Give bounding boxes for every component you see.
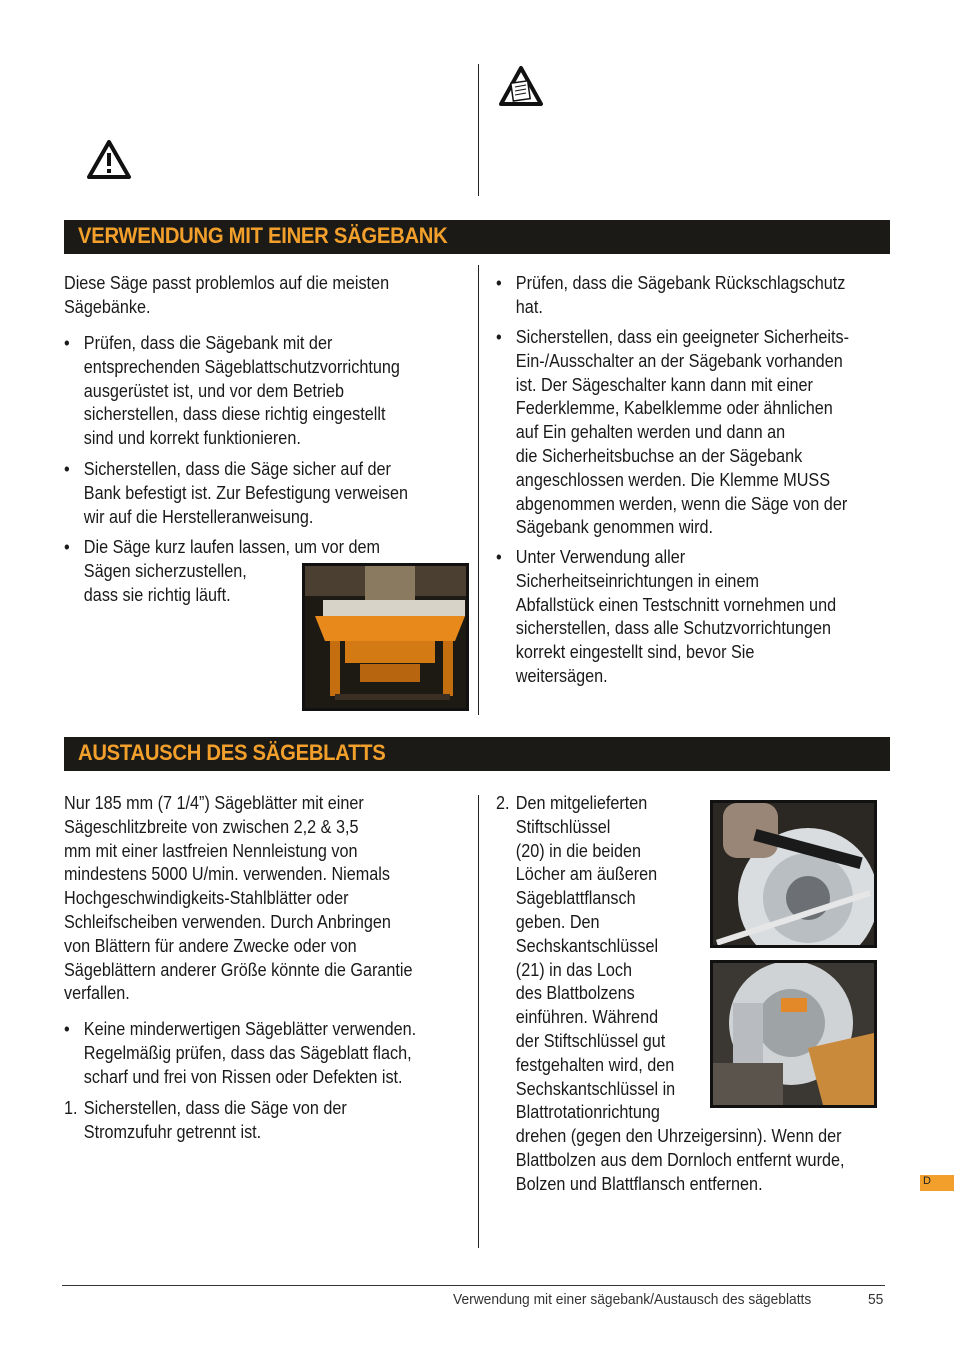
step-1: 1. Sicherstellen, dass die Säge von der Stromzufuhr getrennt ist. — [64, 1098, 347, 1142]
column-divider-section1 — [478, 265, 479, 715]
column-divider-section2 — [478, 795, 479, 1248]
footer-title: Verwendung mit einer sägebank/Austausch des sägeblatts — [453, 1291, 812, 1308]
warning-triangle-icon — [86, 139, 132, 180]
step-2: 2. Den mitgelieferten Stiftschlüssel (20) in die beiden Löcher am äußeren Sägeblattflansch geben. Den Sechskantschlüssel (21) in das Loch des Blattbolzens einführen. Während der Stiftschlüssel gut festgehalten wird, den Sechskantschlüssel in Blattrotationrichtung drehen (gegen den Uhrzeigersinn). Wenn der Blattbolzen aus dem Dornloch entfernt wurde, Bolzen und Blattflansch entfernen. — [496, 793, 845, 1194]
section-header-blade-change — [64, 737, 890, 771]
language-tab: D — [920, 1175, 954, 1191]
hex-key-photo — [710, 960, 877, 1108]
page-number: 55 — [868, 1291, 884, 1308]
bullet-item: • Sicherstellen, dass die Säge sicher auf der Bank befestigt ist. Zur Befestigung verweisen wir auf die Herstelleranweisung. — [64, 459, 408, 527]
intro-paragraph: Diese Säge passt problemlos auf die meisten Sägebänke. — [64, 273, 390, 317]
section-header-table-use — [64, 220, 890, 254]
bullet-item: • Die Säge kurz laufen lassen, um vor dem Sägen sicherzustellen, dass sie richtig läuft. — [64, 537, 381, 605]
bullet-item: • Sicherstellen, dass ein geeigneter Sicherheits- Ein-/Ausschalter an der Sägebank vorhanden ist. Der Sägeschalter kann dann mit einer Federklemme, Kabelklemme oder ähnlichen auf Ein gehalten werden und dann an die Sicherheitsbuchse an der Sägebank angeschlossen werden. Die Klemme MUSS abgenommen werden, wenn die Säge von der Sägebank genommen wird. — [496, 327, 849, 538]
blade-spec-paragraph: Nur 185 mm (7 1/4”) Sägeblätter mit einer Sägeschlitzbreite von zwischen 2,2 & 3,5 mm mit einer lastfreien Nennleistung von mindestens 5000 U/min. verwenden. Niemals Hochgeschwindigkeits-Stahlblätter oder Schleifscheiben verwenden. Durch Anbringen von Blättern für andere Zwecke oder von Sägeblättern anderer Größe könnte die Garantie verfallen. — [64, 793, 413, 1004]
read-manual-warning-icon — [498, 65, 544, 107]
column-divider-top — [478, 64, 479, 196]
bullet-item: • Prüfen, dass die Sägebank mit der entsprechenden Sägeblattschutzvorrichtung ausgerüstet ist, und vor dem Betrieb sicherstellen, dass diese richtig eingestellt sind und korrekt funktionieren. — [64, 333, 400, 449]
bullet-item: • Prüfen, dass die Sägebank Rückschlagschutz hat. — [496, 273, 846, 317]
pin-spanner-photo — [710, 800, 877, 948]
section-title: VERWENDUNG MIT EINER SÄGEBANK — [78, 223, 448, 248]
footer-rule — [62, 1285, 885, 1286]
saw-bench-photo — [302, 563, 469, 711]
bullet-item: • Unter Verwendung aller Sicherheitseinrichtungen in einem Abfallstück einen Testschnitt vornehmen und sicherstellen, dass alle Schutzvorrichtungen korrekt eingestellt sind, bevor Sie weitersägen. — [496, 547, 837, 686]
section-title: AUSTAUSCH DES SÄGEBLATTS — [78, 740, 386, 765]
bullet-item: • Keine minderwertigen Sägeblätter verwenden. Regelmäßig prüfen, dass das Sägeblatt flach, scharf und frei von Rissen oder Defekten ist. — [64, 1019, 417, 1087]
